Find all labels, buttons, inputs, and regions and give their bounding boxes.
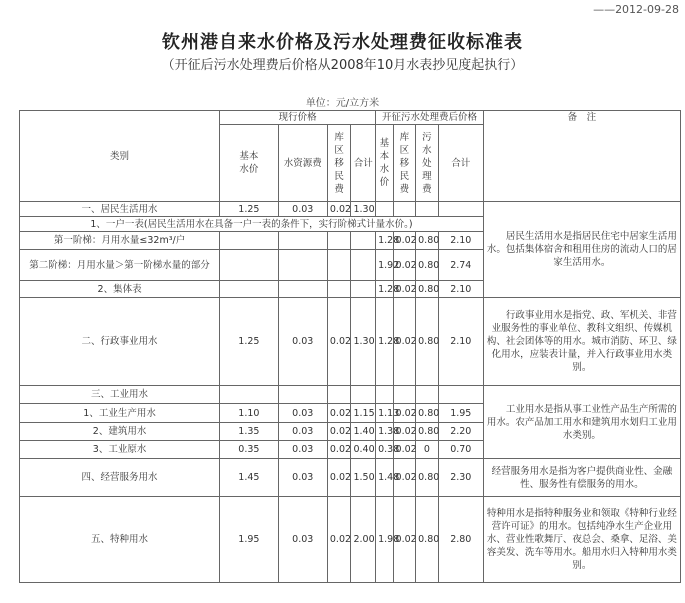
table-cell: 1.50 — [351, 459, 376, 497]
subtotal-header: 合计 — [351, 125, 376, 202]
header-row-groups — [20, 111, 681, 125]
table-cell: 0.02 — [393, 497, 416, 583]
table-cell: 0.02 — [393, 250, 416, 281]
table-cell — [438, 386, 483, 404]
table-cell — [278, 250, 327, 281]
table-cell: 1.13 — [376, 404, 393, 423]
table-cell — [351, 281, 376, 298]
table-cell: 0.02 — [393, 298, 416, 386]
table-cell: 0.03 — [278, 459, 327, 497]
current-price-header: 现行价格 — [220, 111, 376, 125]
table-cell: 0.38 — [376, 441, 393, 459]
table-cell — [351, 386, 376, 404]
base-price-after-header: 基 本 水 价 — [376, 125, 393, 202]
table-cell — [416, 386, 439, 404]
table-cell: 2.10 — [438, 298, 483, 386]
note-administrative: 行政事业用水是指党、政、军机关、非营业服务性的事业单位、教科文组织、传媒机构、社会团体等的用水。城市消防、环卫、绿化用水，应装表计量，并入行政事业用水类别。 — [483, 298, 680, 386]
table-cell — [220, 250, 279, 281]
table-cell: 1.25 — [220, 298, 279, 386]
table-cell: 0.02 — [393, 423, 416, 441]
table-cell: 0.35 — [220, 441, 279, 459]
table-cell — [376, 202, 393, 217]
table-cell: 0.02 — [327, 441, 351, 459]
table-cell: 0.02 — [327, 459, 351, 497]
table-cell: 0.80 — [416, 404, 439, 423]
table-row — [20, 202, 681, 217]
table-cell: 0.02 — [327, 423, 351, 441]
table-cell: 0 — [416, 441, 439, 459]
table-cell: 0.80 — [416, 281, 439, 298]
table-row — [20, 497, 681, 583]
table-cell: 0.02 — [393, 404, 416, 423]
table-cell: 1.25 — [220, 202, 279, 217]
table-cell — [416, 202, 439, 217]
table-cell: 0.02 — [393, 441, 416, 459]
table-cell: 1.15 — [351, 404, 376, 423]
table-cell — [376, 386, 393, 404]
table-cell — [393, 386, 416, 404]
table-cell: 1.48 — [376, 459, 393, 497]
table-cell: 0.03 — [278, 441, 327, 459]
note-special: 特种用水是指特种服务业和领取《特种行业经营许可证》的用水。包括纯净水生产企业用水、营业性歌舞厅、夜总会、桑拿、足浴、美容美发、洗车等用水。船用水归入特种用水类别。 — [483, 497, 680, 583]
table-cell: 0.03 — [278, 298, 327, 386]
table-cell — [393, 202, 416, 217]
table-cell: 2.74 — [438, 250, 483, 281]
table-cell — [278, 281, 327, 298]
table-cell: 0.02 — [393, 232, 416, 250]
table-cell: 1.28 — [376, 281, 393, 298]
price-table — [19, 110, 681, 583]
page-subtitle: （开征后污水处理费后价格从2008年10月水表抄见度起执行） — [161, 58, 524, 73]
table-cell: 1.40 — [351, 423, 376, 441]
table-cell: 1.95 — [438, 404, 483, 423]
table-cell: 1.95 — [220, 497, 279, 583]
table-cell — [351, 250, 376, 281]
table-cell: 2.10 — [438, 232, 483, 250]
table-cell: 0.03 — [278, 404, 327, 423]
table-cell: 0.02 — [327, 497, 351, 583]
table-cell: 1.28 — [376, 232, 393, 250]
table-cell: 1.38 — [376, 423, 393, 441]
table-cell: 0.02 — [327, 298, 351, 386]
table-cell: 0.80 — [416, 250, 439, 281]
table-row — [20, 298, 681, 386]
note-industrial: 工业用水是指从事工业性产品生产所需的用水。农产品加工用水和建筑用水划归工业用水类别。 — [483, 386, 680, 459]
table-cell: 0.02 — [327, 202, 351, 217]
category-header: 类别 — [20, 111, 220, 202]
table-cell — [327, 232, 351, 250]
table-cell: 0.02 — [393, 281, 416, 298]
table-cell: 0.80 — [416, 298, 439, 386]
table-cell — [220, 386, 279, 404]
note-residential: 居民生活用水是指居民住宅中居家生活用水。包括集体宿舍和租用住房的流动人口的居家生活用水。 — [483, 202, 680, 298]
date-stamp: ——2012-09-28 — [593, 3, 679, 16]
table-cell — [220, 281, 279, 298]
table-cell: 0.03 — [278, 202, 327, 217]
note-business: 经营服务用水是指为客户提供商业性、金融性、服务性有偿服务的用水。 — [483, 459, 680, 497]
table-cell: 0.03 — [278, 423, 327, 441]
table-cell: 1.28 — [376, 298, 393, 386]
table-cell: 0.03 — [278, 497, 327, 583]
table-cell: 1.10 — [220, 404, 279, 423]
notes-header: 备 注 — [483, 111, 680, 202]
table-cell: 三、工业用水 — [20, 386, 220, 404]
table-cell: 1.98 — [376, 497, 393, 583]
table-cell — [327, 281, 351, 298]
table-cell: 1、一户一表(居民生活用水在具备一户一表的条件下，实行阶梯式计量水价。) — [20, 217, 484, 232]
table-cell: 3、工业原水 — [20, 441, 220, 459]
table-cell: 1.92 — [376, 250, 393, 281]
table-cell: 1.30 — [351, 202, 376, 217]
table-cell — [327, 250, 351, 281]
table-row — [20, 459, 681, 497]
sewage-fee-header: 污水 处理 费 — [416, 125, 439, 202]
table-cell: 2、建筑用水 — [20, 423, 220, 441]
table-cell: 0.02 — [327, 404, 351, 423]
base-price-header: 基本 水价 — [220, 125, 279, 202]
table-cell: 2.30 — [438, 459, 483, 497]
table-cell: 2.00 — [351, 497, 376, 583]
unit-label: 单位：元/立方米 — [305, 98, 380, 109]
table-cell: 2.20 — [438, 423, 483, 441]
table-cell: 0.70 — [438, 441, 483, 459]
table-cell: 1.45 — [220, 459, 279, 497]
table-cell: 五、特种用水 — [20, 497, 220, 583]
table-cell: 2、集体表 — [20, 281, 220, 298]
table-cell — [327, 386, 351, 404]
table-cell — [438, 202, 483, 217]
table-cell: 0.80 — [416, 232, 439, 250]
table-cell — [278, 386, 327, 404]
table-cell: 第一阶梯：月用水量≤32m³/户 — [20, 232, 220, 250]
total-after-header: 合计 — [438, 125, 483, 202]
table-cell: 0.80 — [416, 459, 439, 497]
table-cell: 四、经营服务用水 — [20, 459, 220, 497]
table-cell: 1.35 — [220, 423, 279, 441]
table-cell — [220, 232, 279, 250]
table-cell: 1、工业生产用水 — [20, 404, 220, 423]
table-row — [20, 386, 681, 404]
resource-fee-header: 水资源费 — [278, 125, 327, 202]
table-cell: 第二阶梯：月用水量＞第一阶梯水量的部分 — [20, 250, 220, 281]
reservoir-fee-after-header: 库区 移民 费 — [393, 125, 416, 202]
table-cell: 一、居民生活用水 — [20, 202, 220, 217]
table-cell: 二、行政事业用水 — [20, 298, 220, 386]
table-cell: 2.80 — [438, 497, 483, 583]
table-cell: 2.10 — [438, 281, 483, 298]
after-price-header: 开征污水处理费后价格 — [376, 111, 484, 125]
table-cell: 0.40 — [351, 441, 376, 459]
table-cell: 0.02 — [393, 459, 416, 497]
page-title: 钦州港自来水价格及污水处理费征收标准表 — [162, 32, 523, 53]
reservoir-fee-header: 库区 移民 费 — [327, 125, 351, 202]
table-cell: 0.80 — [416, 497, 439, 583]
table-cell: 1.30 — [351, 298, 376, 386]
table-cell — [351, 232, 376, 250]
table-cell: 0.80 — [416, 423, 439, 441]
table-cell — [278, 232, 327, 250]
